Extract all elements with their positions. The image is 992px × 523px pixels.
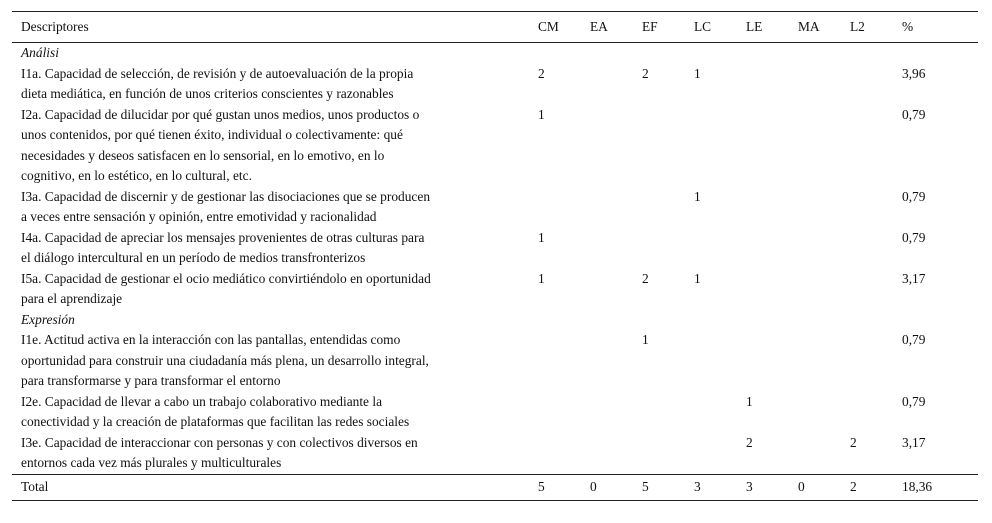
value-cell: 1 [694, 270, 701, 286]
descriptor-line: I4a. Capacidad de apreciar los mensajes provenientes de otras culturas para [21, 229, 425, 245]
descriptor-line: I3e. Capacidad de interaccionar con personas y con colectivos diversos en [21, 434, 418, 450]
value-cell: 1 [538, 106, 545, 122]
value-cell [850, 64, 902, 105]
value-cell [538, 330, 590, 392]
descriptor-cell [12, 187, 538, 228]
value-cell [850, 187, 902, 228]
value-cell [850, 392, 902, 433]
total-value-cell: 2 [850, 478, 857, 494]
value-cell: 2 [746, 434, 753, 450]
value-cell [590, 269, 642, 310]
value-cell [746, 228, 798, 269]
value-cell [590, 64, 642, 105]
table-row [12, 269, 978, 310]
value-cell [850, 330, 902, 392]
table-row [12, 330, 978, 392]
value-cell: 1 [694, 65, 701, 81]
value-cell [798, 187, 850, 228]
value-cell [538, 392, 590, 433]
value-cell: 0,79 [902, 106, 926, 122]
value-cell [642, 187, 694, 228]
descriptor-cell [12, 269, 538, 310]
value-cell [694, 392, 746, 433]
value-cell: 2 [538, 65, 545, 81]
descriptor-line: entornos cada vez más plurales y multiculturales [21, 455, 282, 470]
value-cell: 1 [746, 393, 753, 409]
value-cell [850, 269, 902, 310]
header-cm: CM [538, 18, 559, 34]
total-label: Total [21, 478, 49, 494]
value-cell [798, 228, 850, 269]
header-ef: EF [642, 18, 658, 34]
value-cell: 1 [694, 188, 701, 204]
value-cell [642, 392, 694, 433]
descriptors-table [12, 11, 978, 501]
section-title: Análisi [21, 45, 59, 60]
value-cell: 3,17 [902, 434, 926, 450]
value-cell [850, 228, 902, 269]
value-cell [694, 228, 746, 269]
table-row [12, 228, 978, 269]
header-percent: % [902, 18, 914, 34]
descriptor-line: I1a. Capacidad de selección, de revisión y de autoevaluación de la propia [21, 65, 414, 81]
value-cell: 2 [642, 65, 649, 81]
table-row [12, 105, 978, 187]
value-cell [590, 330, 642, 392]
value-cell [694, 330, 746, 392]
value-cell [538, 187, 590, 228]
section-title: Expresión [21, 311, 75, 327]
value-cell: 0,79 [902, 393, 926, 409]
value-cell [746, 269, 798, 310]
value-cell [798, 64, 850, 105]
value-cell: 0,79 [902, 332, 926, 347]
table-body [12, 43, 978, 501]
descriptor-cell [12, 105, 538, 187]
value-cell [590, 187, 642, 228]
total-value-cell: 18,36 [902, 478, 933, 494]
table-row [12, 64, 978, 105]
header-le: LE [746, 18, 763, 34]
descriptor-cell [12, 64, 538, 105]
value-cell [694, 105, 746, 187]
value-cell [746, 105, 798, 187]
table-row [12, 187, 978, 228]
table-row [12, 392, 978, 433]
value-cell [590, 228, 642, 269]
value-cell [590, 105, 642, 187]
header-descriptores: Descriptores [21, 18, 89, 34]
value-cell [746, 330, 798, 392]
descriptor-line: necesidades y deseos satisfacen en lo sensorial, en lo emotivo, en lo [21, 147, 385, 163]
descriptor-cell [12, 392, 538, 433]
descriptor-cell [12, 228, 538, 269]
total-value-cell: 3 [694, 478, 701, 494]
value-cell [798, 392, 850, 433]
value-cell [798, 330, 850, 392]
total-row [12, 474, 978, 500]
value-cell [850, 105, 902, 187]
value-cell: 3,96 [902, 65, 926, 81]
value-cell [746, 187, 798, 228]
descriptor-line: cognitivo, en lo estético, en lo cultural, etc. [21, 168, 252, 183]
descriptor-line: I5a. Capacidad de gestionar el ocio mediático convirtiéndolo en oportunidad [21, 270, 431, 286]
descriptor-line: oportunidad para construir una ciudadanía más plena, un desarrollo integral, [21, 352, 429, 368]
descriptor-line: conectividad y la creación de plataformas que facilitan las redes sociales [21, 414, 410, 429]
descriptor-line: I2a. Capacidad de dilucidar por qué gustan unos medios, unos productos o [21, 106, 420, 122]
value-cell: 0,79 [902, 188, 926, 204]
descriptor-line: unos contenidos, por qué tienen éxito, individual o colectivamente: qué [21, 127, 403, 142]
value-cell [798, 433, 850, 475]
value-cell [590, 392, 642, 433]
table-row [12, 433, 978, 475]
total-value-cell: 0 [798, 478, 805, 494]
value-cell: 2 [850, 434, 857, 450]
section-row [12, 43, 978, 64]
descriptor-line: I3a. Capacidad de discernir y de gestionar las disociaciones que se producen [21, 188, 431, 204]
value-cell [538, 433, 590, 475]
descriptor-line: para el aprendizaje [21, 291, 123, 306]
total-value-cell: 3 [746, 478, 753, 494]
value-cell [798, 269, 850, 310]
value-cell [642, 228, 694, 269]
value-cell: 1 [642, 332, 649, 347]
header-ma: MA [798, 18, 820, 34]
value-cell [642, 105, 694, 187]
header-l2: L2 [850, 18, 865, 34]
value-cell [694, 433, 746, 475]
header-ea: EA [590, 18, 608, 34]
descriptor-line: I2e. Capacidad de llevar a cabo un trabajo colaborativo mediante la [21, 393, 383, 409]
value-cell [746, 64, 798, 105]
section-row [12, 310, 978, 331]
value-cell: 3,17 [902, 270, 926, 286]
total-value-cell: 5 [538, 478, 545, 494]
descriptor-line: I1e. Actitud activa en la interacción con las pantallas, entendidas como [21, 332, 401, 347]
descriptor-cell [12, 330, 538, 392]
header-row [12, 12, 978, 43]
value-cell [590, 433, 642, 475]
descriptor-line: dieta mediática, en función de unos criterios conscientes y razonables [21, 86, 394, 101]
value-cell [642, 433, 694, 475]
value-cell: 2 [642, 270, 649, 286]
value-cell: 0,79 [902, 229, 926, 245]
value-cell: 1 [538, 229, 545, 245]
header-lc: LC [694, 18, 712, 34]
descriptor-cell [12, 433, 538, 475]
descriptor-line: a veces entre sensación y opinión, entre emotividad y racionalidad [21, 209, 377, 224]
value-cell [798, 105, 850, 187]
total-value-cell: 0 [590, 478, 597, 494]
descriptor-line: el diálogo intercultural en un período de medios transfronterizos [21, 250, 366, 265]
descriptor-line: para transformarse y para transformar el entorno [21, 373, 281, 388]
total-value-cell: 5 [642, 478, 649, 494]
value-cell: 1 [538, 270, 545, 286]
